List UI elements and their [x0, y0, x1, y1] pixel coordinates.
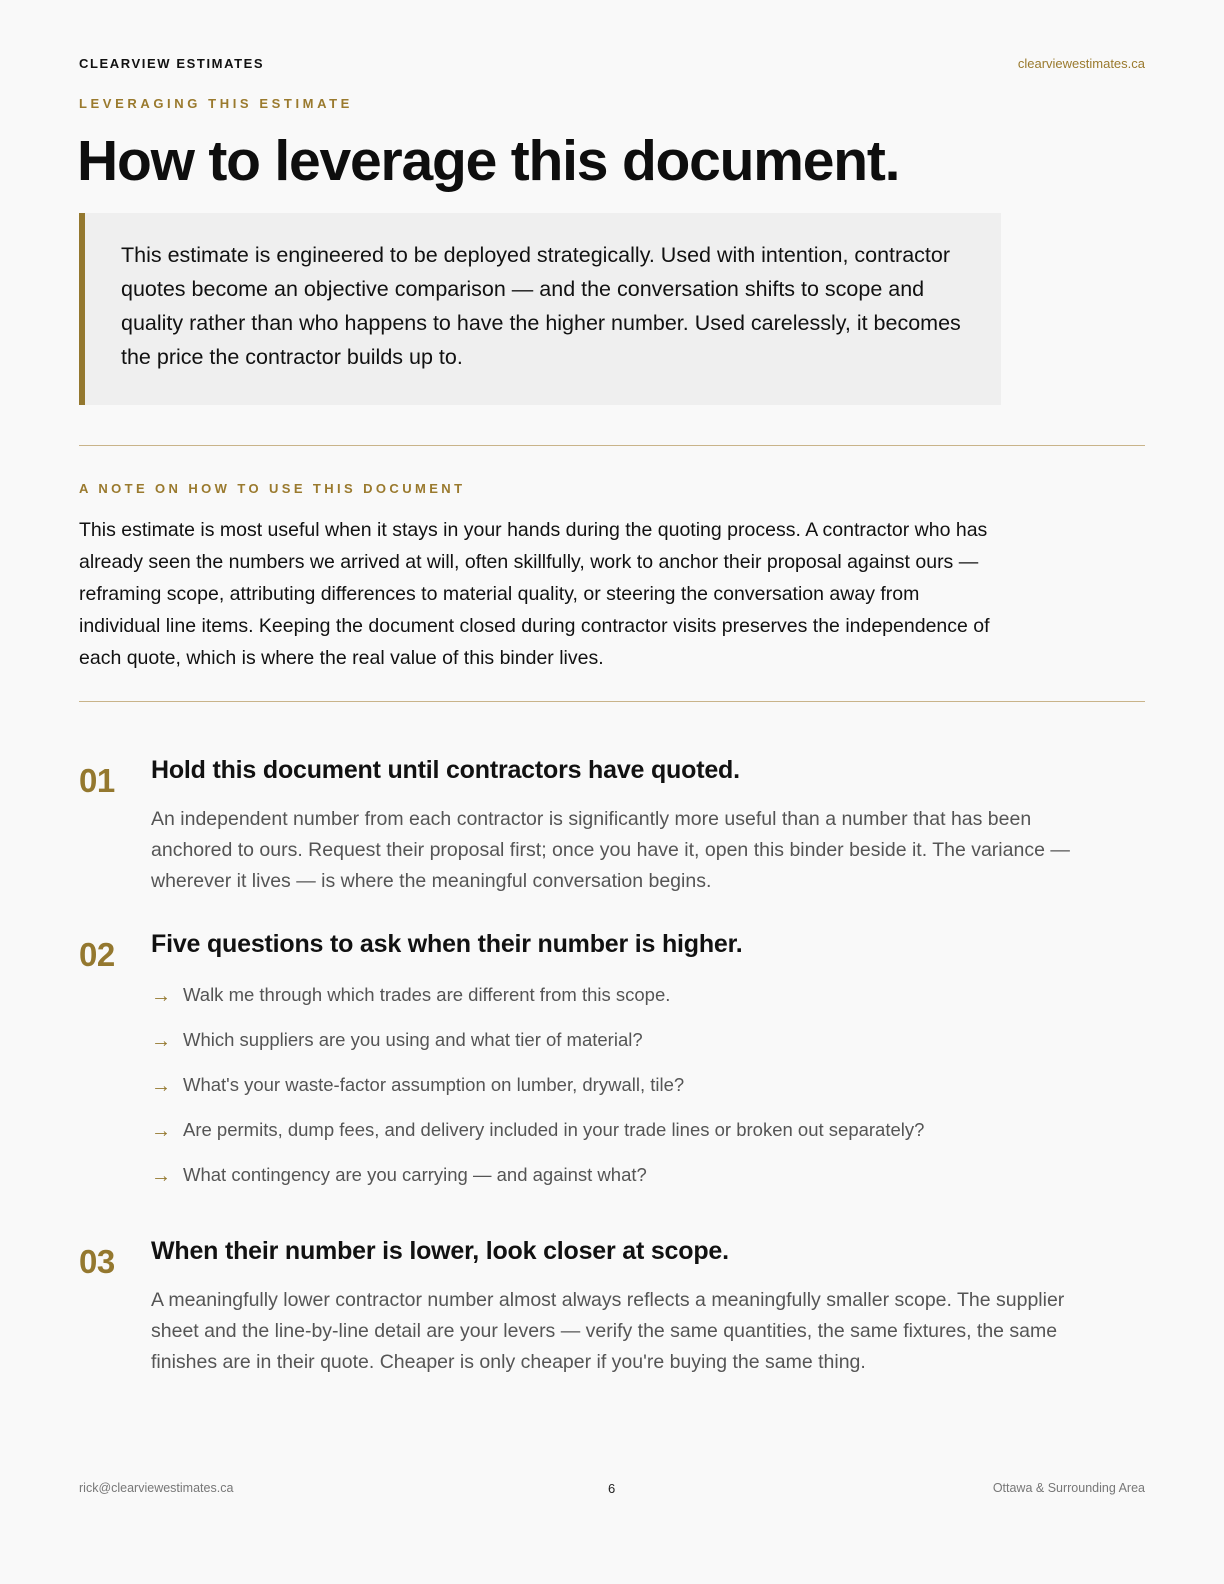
question-text: Walk me through which trades are different from this scope.	[183, 984, 671, 1005]
arrow-right-icon: →	[151, 1120, 171, 1142]
website-link[interactable]: clearviewestimates.ca	[1017, 56, 1145, 71]
question-list	[151, 984, 924, 1209]
step-title: Five questions to ask when their number is higher.	[151, 930, 743, 958]
footer-email[interactable]: rick@clearviewestimates.ca	[79, 1481, 234, 1495]
arrow-right-icon: →	[151, 985, 171, 1007]
question-text: Are permits, dump fees, and delivery included in your trade lines or broken out separately?	[183, 1119, 925, 1140]
list-item	[151, 1074, 924, 1119]
list-item	[151, 1164, 924, 1209]
step-number: 02	[79, 936, 115, 973]
list-item	[151, 1119, 924, 1164]
page-number: 6	[608, 1481, 616, 1496]
question-text: What contingency are you carrying — and against what?	[183, 1164, 647, 1185]
arrow-right-icon: →	[151, 1075, 171, 1097]
page-title: How to leverage this document.	[77, 129, 900, 193]
page-header	[79, 56, 1145, 76]
note-label: A NOTE ON HOW TO USE THIS DOCUMENT	[79, 481, 466, 496]
list-item	[151, 984, 924, 1029]
note-body: This estimate is most useful when it stays in your hands during the quoting process. A contractor who has already seen the numbers we arrived at will, often skillfully, work to anchor their proposal against ours — reframing scope, attributing differences to material quality, or steering the conversation away from individual line items. Keeping the document closed during contractor visits preserves the independence of each quote, which is where the real value of this binder lives.	[79, 519, 990, 669]
step-title: Hold this document until contractors have quoted.	[151, 756, 740, 784]
question-text: Which suppliers are you using and what tier of material?	[183, 1029, 643, 1050]
divider	[79, 445, 1145, 446]
page-footer	[79, 1481, 1145, 1499]
step-number: 03	[79, 1243, 115, 1280]
question-text: What's your waste-factor assumption on lumber, drywall, tile?	[183, 1074, 685, 1095]
footer-region: Ottawa & Surrounding Area	[992, 1481, 1145, 1495]
arrow-right-icon: →	[151, 1165, 171, 1187]
section-eyebrow: LEVERAGING THIS ESTIMATE	[79, 96, 353, 111]
step-body: An independent number from each contractor is significantly more useful than a number that has been anchored to ours. Request their proposal first; once you have it, open this binder beside it. The variance — wherever it lives — is where the meaningful conversation begins.	[151, 808, 1070, 892]
list-item	[151, 1029, 924, 1074]
intro-callout	[79, 213, 1001, 405]
brand-name: CLEARVIEW ESTIMATES	[79, 56, 265, 71]
step-title: When their number is lower, look closer at scope.	[151, 1237, 729, 1265]
callout-text: This estimate is engineered to be deployed strategically. Used with intention, contractor quotes become an objective comparison — and the conversation shifts to scope and quality rather than who happens to have the higher number. Used carelessly, it becomes the price the contractor builds up to.	[121, 243, 961, 369]
arrow-right-icon: →	[151, 1030, 171, 1052]
step-number: 01	[79, 762, 115, 799]
divider	[79, 701, 1145, 702]
page	[79, 0, 1145, 1584]
step-body: A meaningfully lower contractor number almost always reflects a meaningfully smaller scope. The supplier sheet and the line-by-line detail are your levers — verify the same quantities, the same fixtures, the same finishes are in their quote. Cheaper is only cheaper if you're buying the same thing.	[151, 1289, 1065, 1373]
